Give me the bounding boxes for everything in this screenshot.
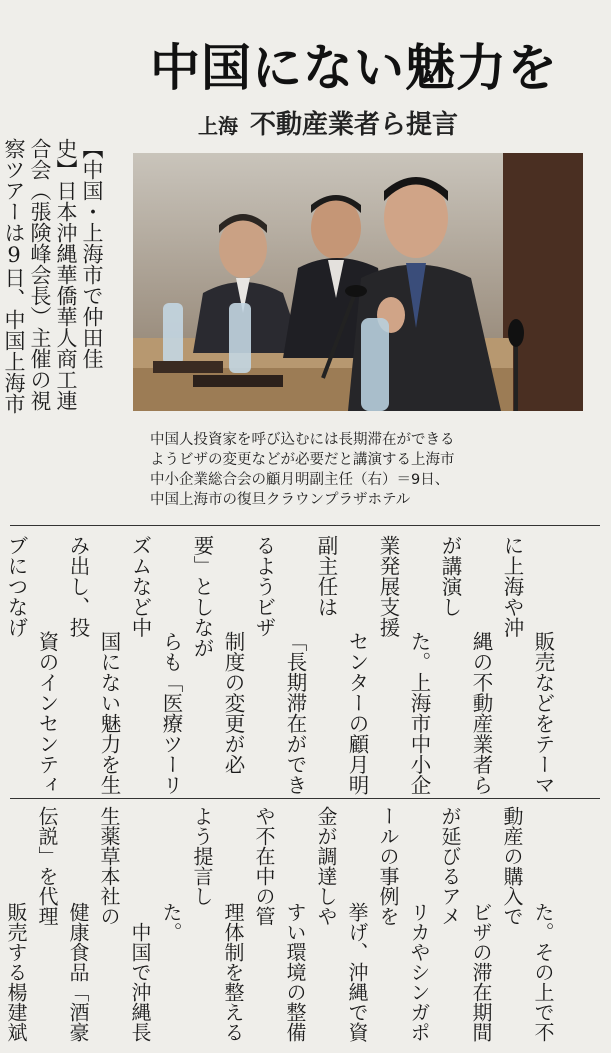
text-line: 史】日本沖縄華僑華人商工連 (54, 138, 78, 411)
column-rule (10, 525, 600, 526)
text-line: リカやシンガポールの事例を (376, 806, 431, 1042)
news-photo (133, 153, 583, 411)
column-rule (10, 798, 600, 799)
text-line: 理体制を整えるよう提言し (190, 806, 245, 1042)
subheadline-text: 不動産業者ら提言 (250, 110, 459, 140)
photo-caption (150, 430, 590, 510)
text-line: た。その上で不動産の購入で (500, 806, 555, 1042)
caption-line: 中国上海市の復旦クラウンプラザホテル (150, 492, 411, 508)
caption-line: ようビザの変更などが必要だと講演する上海市 (150, 452, 455, 468)
text-line: 販売などをテーマに上海や沖 (500, 535, 555, 795)
text-line: 中国で沖縄長生薬草本社の (97, 806, 152, 1042)
text-line: 挙げ、沖縄で資金が調達しや (314, 806, 369, 1042)
text-line: た。上海市中小企業発展支援 (376, 535, 431, 795)
panel-discussion-photo (133, 153, 583, 411)
headline: 中国にない魅力を (150, 38, 558, 97)
caption-line: 中小企業総合会の顧月明副主任（右）＝9日、 (150, 472, 450, 488)
text-line: 資のインセンティブにつなげ (4, 535, 59, 795)
subheadline-place: 上海 (198, 114, 238, 138)
body-column-bottom (0, 806, 589, 1046)
text-line: た。 (159, 902, 183, 942)
text-line: 縄の不動産業者らが講演し (438, 535, 493, 795)
text-line: 制度の変更が必要」としなが (190, 535, 245, 775)
caption-line: 中国人投資家を呼び込むには長期滞在ができる (150, 432, 455, 448)
text-line: 【中国・上海市で仲田佳 (80, 138, 104, 369)
text-line: 国にない魅力を生み出し、投 (66, 535, 121, 795)
text-line: 販売する楊建斌 (4, 902, 28, 1042)
text-line: すい環境の整備や不在中の管 (252, 806, 307, 1042)
lede-column (0, 42, 131, 512)
subheadline (198, 104, 458, 141)
text-line: ビザの滞在期間が延びるアメ (438, 806, 493, 1042)
text-line: らも「医療ツーリズムなど中 (128, 535, 183, 795)
body-column-middle (0, 535, 589, 795)
text-line: 察ツアーは9日、中国上海市 (2, 138, 26, 414)
text-line: 健康食品「酒豪伝説」を代理 (35, 806, 90, 1042)
text-line: 「長期滞在ができるようビザ (252, 535, 307, 795)
text-line: 合会（張険峰会長）主催の視 (28, 138, 52, 411)
text-line: センターの顧月明副主任は (314, 535, 369, 795)
